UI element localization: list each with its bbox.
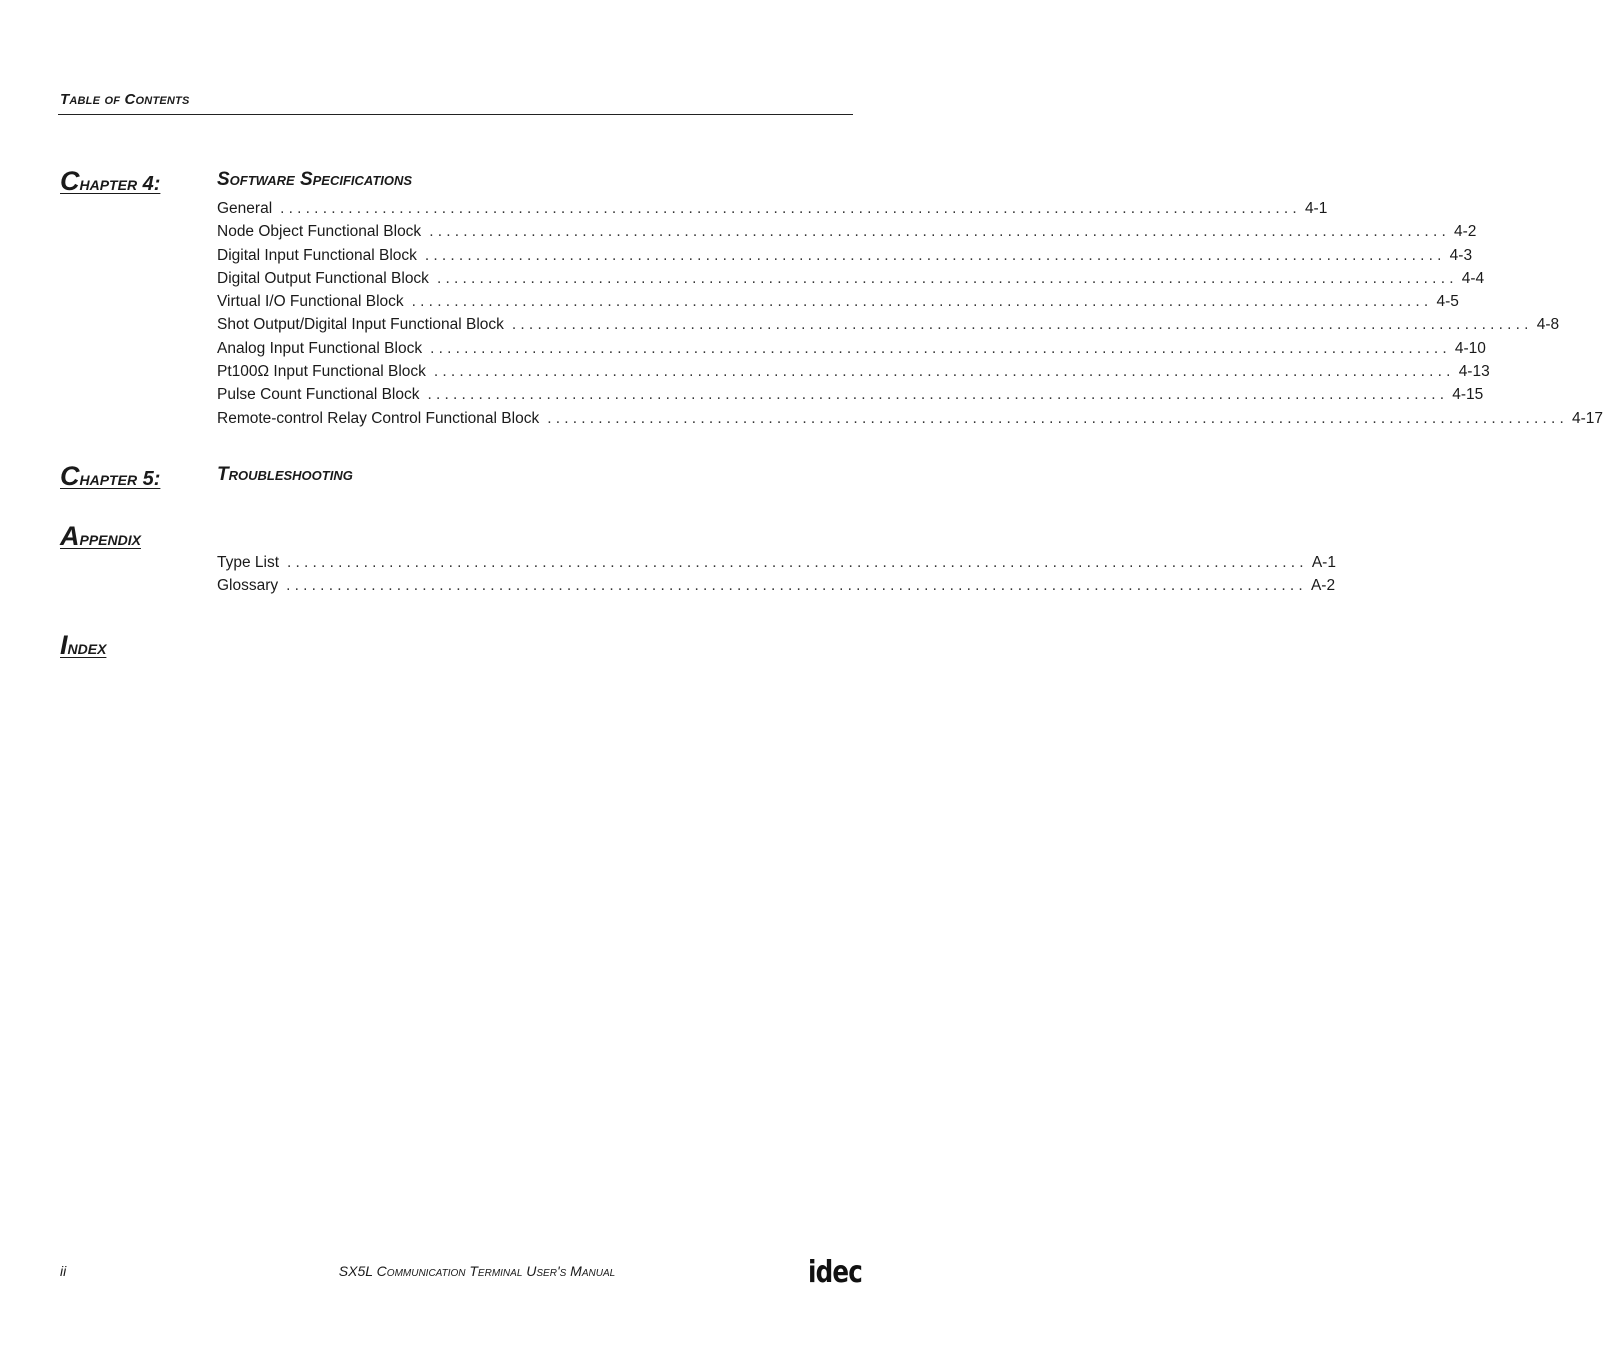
appendix-toc bbox=[217, 551, 1336, 598]
toc-entry-page: 4-10 bbox=[1454, 339, 1486, 357]
chapter-5-label-rest: hapter 5: bbox=[79, 468, 161, 490]
leader-dots: ........................................................................................................................ bbox=[433, 363, 1455, 381]
appendix-label-rest: ppendix bbox=[79, 528, 141, 550]
leader-dots: ........................................................................................................................ bbox=[430, 339, 1451, 357]
toc-entry-page: A-2 bbox=[1310, 577, 1336, 595]
toc-entry-title: Node Object Functional Block bbox=[217, 223, 422, 241]
toc-entry[interactable] bbox=[217, 290, 1459, 313]
toc-entry-page: 4-2 bbox=[1453, 223, 1477, 241]
leader-dots: ........................................................................................................................ bbox=[287, 554, 1308, 571]
appendix-label bbox=[60, 521, 141, 552]
index-label bbox=[60, 630, 106, 661]
footer-page-number: ii bbox=[60, 1263, 67, 1279]
chapter-5-title: Troubleshooting bbox=[217, 464, 353, 485]
toc-entry[interactable] bbox=[217, 360, 1490, 383]
leader-dots: ........................................................................................................................ bbox=[429, 223, 1450, 241]
chapter-4-toc bbox=[217, 197, 1603, 430]
leader-dots: ........................................................................................................................ bbox=[511, 316, 1533, 334]
toc-entry-title: Shot Output/Digital Input Functional Block bbox=[217, 316, 504, 334]
toc-entry[interactable] bbox=[217, 551, 1336, 574]
index-label-rest: ndex bbox=[67, 637, 107, 659]
running-head: Table of Contents bbox=[60, 91, 190, 108]
toc-entry-page: 4-1 bbox=[1304, 200, 1328, 217]
chapter-4-title: Software Specifications bbox=[217, 169, 413, 190]
chapter-4-label bbox=[60, 166, 160, 197]
toc-entry[interactable] bbox=[217, 197, 1328, 220]
toc-entry-title: Analog Input Functional Block bbox=[217, 339, 423, 357]
toc-entry-page: 4-5 bbox=[1436, 293, 1459, 311]
leader-dots: ........................................................................................................................ bbox=[411, 293, 1433, 311]
toc-entry-page: 4-4 bbox=[1461, 269, 1485, 287]
toc-entry-title: Pt100Ω Input Functional Block bbox=[217, 363, 426, 381]
leader-dots: ........................................................................................................................ bbox=[280, 200, 1301, 217]
chapter-5-label bbox=[60, 461, 160, 492]
leader-dots: ........................................................................................................................ bbox=[286, 577, 1307, 595]
toc-entry[interactable] bbox=[217, 407, 1603, 430]
leader-dots: ........................................................................................................................ bbox=[427, 386, 1449, 404]
index-label-initial: I bbox=[60, 630, 68, 660]
leader-dots: ........................................................................................................................ bbox=[547, 409, 1568, 427]
header-rule bbox=[58, 114, 853, 115]
toc-entry[interactable] bbox=[217, 383, 1484, 406]
toc-entry[interactable] bbox=[217, 313, 1560, 336]
toc-entry-page: 4-17 bbox=[1571, 409, 1603, 427]
toc-entry-title: General bbox=[217, 200, 273, 217]
toc-entry-title: Pulse Count Functional Block bbox=[217, 386, 420, 404]
chapter-4-label-initial: C bbox=[60, 166, 80, 196]
toc-entry-page: 4-15 bbox=[1452, 386, 1484, 404]
leader-dots: ........................................................................................................................ bbox=[424, 246, 1446, 264]
appendix-label-initial: A bbox=[60, 521, 80, 551]
toc-entry-page: 4-3 bbox=[1449, 246, 1473, 264]
toc-entry[interactable] bbox=[217, 244, 1473, 267]
toc-entry-title: Digital Input Functional Block bbox=[217, 246, 417, 264]
idec-logo: idec bbox=[808, 1255, 863, 1290]
toc-entry[interactable] bbox=[217, 220, 1477, 243]
toc-entry[interactable] bbox=[217, 267, 1485, 290]
toc-entry-title: Remote-control Relay Control Functional Block bbox=[217, 409, 540, 427]
chapter-4-label-rest: hapter 4: bbox=[79, 173, 161, 195]
toc-entry[interactable] bbox=[217, 574, 1336, 597]
leader-dots: ........................................................................................................................ bbox=[436, 269, 1458, 287]
toc-entry-title: Virtual I/O Functional Block bbox=[217, 293, 404, 311]
toc-entry-title: Digital Output Functional Block bbox=[217, 269, 429, 287]
toc-entry-page: 4-8 bbox=[1536, 316, 1560, 334]
chapter-5-label-initial: C bbox=[60, 461, 80, 491]
footer-manual-title: SX5L Communication Terminal User's Manual bbox=[338, 1263, 616, 1279]
toc-entry-page: 4-13 bbox=[1458, 363, 1490, 381]
toc-entry-title: Type List bbox=[217, 554, 280, 571]
toc-entry-title: Glossary bbox=[217, 577, 279, 595]
toc-entry[interactable] bbox=[217, 337, 1486, 360]
toc-entry-page: A-1 bbox=[1311, 554, 1336, 571]
